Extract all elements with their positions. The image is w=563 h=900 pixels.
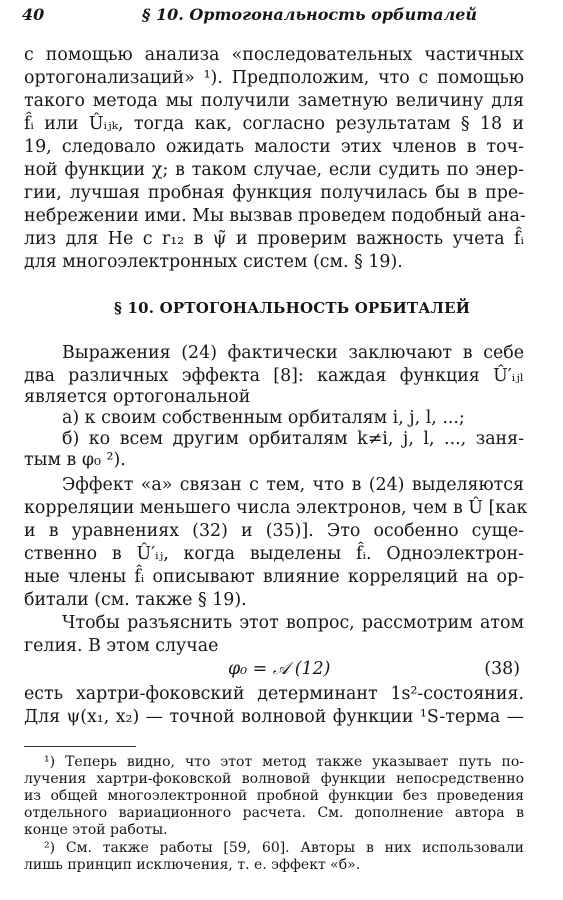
text-line: тым в φ₀ ²). <box>24 450 126 470</box>
text-line: битали (см. также § 19). <box>24 590 247 610</box>
page-header <box>22 4 542 26</box>
list-item: а) к своим собственным орбиталям i, j, l, ...; <box>62 408 465 428</box>
text-line: Эффект «а» связан с тем, что в (24) выделяются <box>62 475 524 495</box>
text-line: ственно в Û′ᵢⱼ, когда выделены f̂ᵢ. Одноэлектрон- <box>24 544 524 564</box>
equation-formula: φ₀ = 𝒜 (12) <box>228 659 331 679</box>
text-line: два различных эффекта [8]: каждая функция Û′ᵢⱼₗ <box>24 366 524 386</box>
text-line: f̂ᵢ или Ûᵢⱼₖ, тогда как, согласно результатам § 18 и <box>24 114 524 134</box>
text-line: и в уравнениях (32) и (35)]. Это особенно суще- <box>24 521 524 541</box>
footnote-line: лучения хартри-фоковской волновой функции непосредственно <box>24 771 524 787</box>
footnote-line: лишь принцип исключения, т. е. эффект «б». <box>24 857 361 873</box>
footnote-divider <box>24 746 136 747</box>
text-line: лиз для He с r₁₂ в ψ̃ и проверим важность учета f̂ᵢ <box>24 229 524 249</box>
list-item: б) ко всем другим орбиталям k≠i, j, l, ..., заня- <box>62 429 524 449</box>
text-line: гелия. В этом случае <box>24 636 219 656</box>
equation-number: (38) <box>484 659 520 679</box>
text-line: 19, следовало ожидать малости этих членов в точ- <box>24 137 524 157</box>
text-line: есть хартри-фоковский детерминант 1s²-состояния. <box>24 684 524 704</box>
footnote-line: ¹) Теперь видно, что этот метод также указывает путь по- <box>44 754 524 770</box>
text-line: корреляции меньшего числа электронов, чем в Û [как <box>24 498 528 518</box>
footnote-line: отдельного вариационного расчета. См. дополнение автора в <box>24 805 524 821</box>
text-line: является ортогональной <box>24 387 251 407</box>
text-line: для многоэлектронных систем (см. § 19). <box>24 252 403 272</box>
text-line: с помощью анализа «последовательных частичных <box>24 45 524 65</box>
footnote-line: ²) См. также работы [59, 60]. Авторы в них использовали <box>44 840 524 856</box>
text-line: ной функции χ; в таком случае, если судить по энер- <box>24 160 524 180</box>
text-line: гии, лучшая пробная функция получилась бы в пре- <box>24 183 524 203</box>
text-line: ные члены f̂ᵢ описывают влияние корреляций на ор- <box>24 567 524 587</box>
page-number: 40 <box>22 5 45 24</box>
footnote-line: из общей многоэлектронной пробной функции без проведения <box>24 788 524 804</box>
footnote-line: конце этой работы. <box>24 822 168 838</box>
text-line: такого метода мы получили заметную величину для <box>24 91 524 111</box>
text-line: Выражения (24) фактически заключают в себе <box>62 343 524 363</box>
text-line: Чтобы разъяснить этот вопрос, рассмотрим атом <box>62 613 524 633</box>
running-title: § 10. Ортогональность орбиталей <box>142 5 478 24</box>
text-line: Для ψ(x₁, x₂) — точной волновой функции ¹S-терма — <box>24 707 524 727</box>
text-line: ортогонализаций» ¹). Предположим, что с помощью <box>24 68 524 88</box>
text-line: небрежении ими. Мы вызвав проведем подобный ана- <box>24 206 526 226</box>
section-heading: § 10. ОРТОГОНАЛЬНОСТЬ ОРБИТАЛЕЙ <box>114 299 471 317</box>
